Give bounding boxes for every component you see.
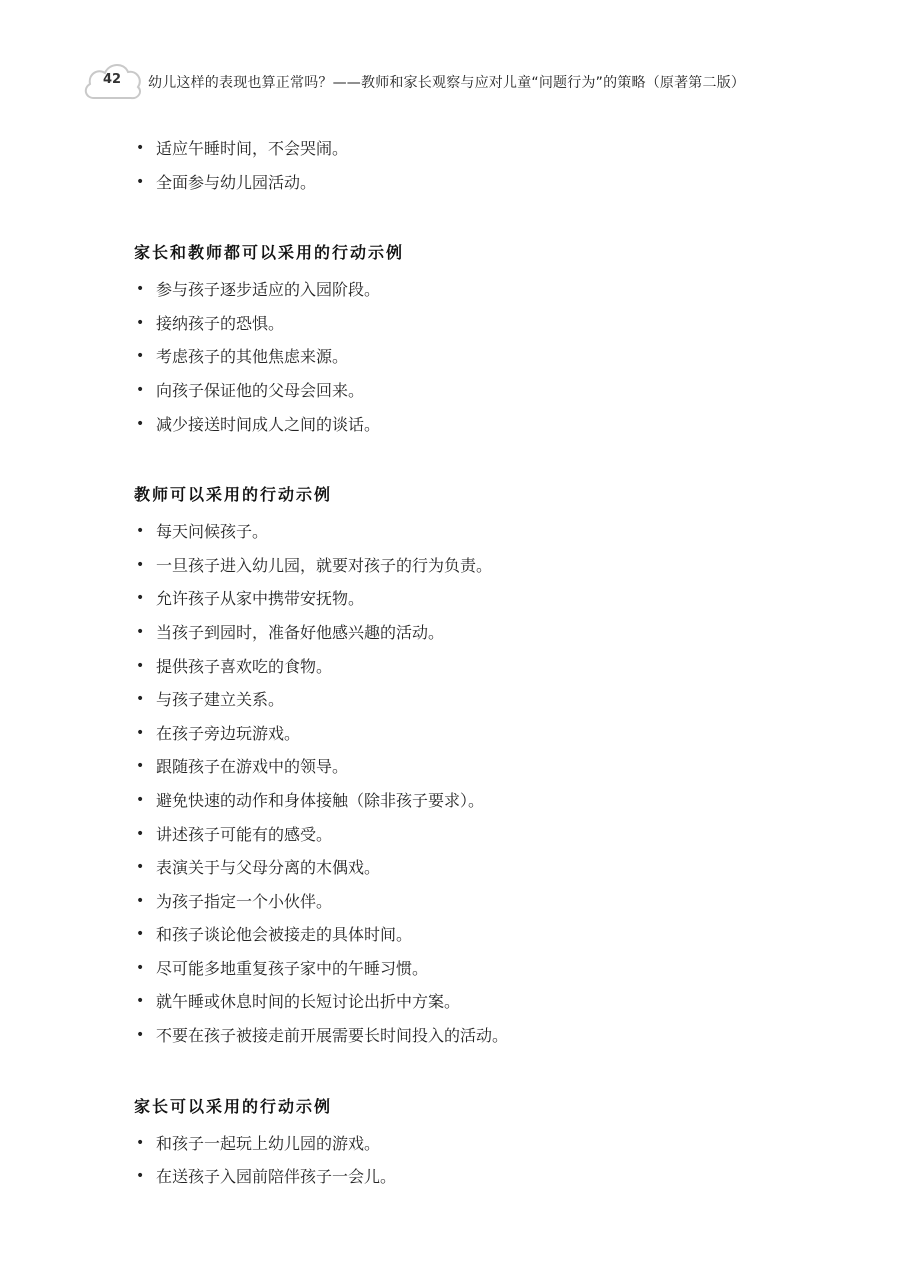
list-item-text: 和孩子谈论他会被接走的具体时间。 [156, 925, 413, 945]
page-header [82, 58, 862, 102]
list-item-text: 向孩子保证他的父母会回来。 [156, 380, 365, 400]
list-item-text: 在孩子旁边玩游戏。 [156, 723, 301, 743]
section-parents-and-teachers [134, 239, 834, 441]
list-item [134, 918, 834, 952]
bullet-icon: • [136, 173, 145, 190]
list-item [134, 408, 834, 442]
bullet-icon: • [136, 415, 145, 432]
list-item [134, 340, 834, 374]
list-item-text: 讲述孩子可能有的感受。 [156, 824, 333, 844]
bullet-icon: • [136, 140, 145, 156]
list-item [134, 851, 834, 885]
section-heading: 家长和教师都可以采用的行动示例 [134, 243, 405, 263]
list-item [134, 374, 834, 408]
list-item-text: 表演关于与父母分离的木偶戏。 [156, 858, 381, 878]
bullet-icon: • [136, 556, 145, 573]
bullet-list [134, 132, 834, 199]
list-item-text: 适应午睡时间，不会哭闹。 [156, 139, 349, 158]
list-item [134, 650, 834, 684]
bullet-list [134, 515, 834, 1053]
list-item-text: 接纳孩子的恐惧。 [156, 313, 285, 333]
bullet-list [134, 273, 834, 441]
bullet-icon: • [136, 993, 145, 1010]
list-item-text: 允许孩子从家中携带安抚物。 [156, 589, 365, 609]
bullet-icon: • [136, 825, 145, 842]
list-item-text: 提供孩子喜欢吃的食物。 [156, 656, 333, 676]
bullet-icon: • [136, 281, 145, 298]
bullet-icon: • [136, 758, 145, 775]
list-item-text: 一旦孩子进入幼儿园，就要对孩子的行为负责。 [156, 555, 493, 575]
list-item [134, 750, 834, 784]
list-item [134, 616, 834, 650]
list-item-text: 在送孩子入园前陪伴孩子一会儿。 [156, 1167, 397, 1187]
bullet-icon: • [136, 381, 145, 398]
list-item-text: 尽可能多地重复孩子家中的午睡习惯。 [156, 958, 429, 978]
list-item-text: 全面参与幼儿园活动。 [156, 172, 317, 192]
list-item [134, 307, 834, 341]
list-item [134, 515, 834, 549]
bullet-icon: • [136, 1027, 145, 1044]
list-item [134, 166, 834, 200]
bullet-icon: • [136, 590, 145, 607]
section-parents [134, 1093, 834, 1194]
list-item [134, 132, 834, 166]
list-item-text: 跟随孩子在游戏中的领导。 [156, 757, 349, 777]
section-heading: 教师可以采用的行动示例 [134, 485, 333, 505]
list-item [134, 1127, 834, 1161]
bullet-icon: • [136, 691, 145, 708]
list-item-text: 参与孩子逐步适应的入园阶段。 [156, 280, 381, 300]
list-item-text: 为孩子指定一个小伙伴。 [156, 891, 333, 911]
page-body [134, 132, 834, 1234]
section-teachers [134, 481, 834, 1053]
bullet-icon: • [136, 623, 145, 640]
list-item-text: 当孩子到园时，准备好他感兴趣的活动。 [156, 622, 445, 642]
list-item [134, 683, 834, 717]
list-item [134, 985, 834, 1019]
list-item [134, 1160, 834, 1194]
section-continued [134, 132, 834, 199]
list-item [134, 1019, 834, 1053]
list-item [134, 549, 834, 583]
bullet-icon: • [136, 1168, 145, 1185]
bullet-icon: • [136, 657, 145, 674]
bullet-icon: • [136, 859, 145, 876]
list-item [134, 784, 834, 818]
bullet-icon: • [136, 791, 145, 808]
bullet-icon: • [136, 523, 145, 540]
list-item [134, 582, 834, 616]
list-item-text: 考虑孩子的其他焦虑来源。 [156, 347, 349, 367]
bullet-icon: • [136, 926, 145, 943]
list-item-text: 避免快速的动作和身体接触（除非孩子要求）。 [156, 790, 485, 810]
list-item-text: 每天问候孩子。 [156, 522, 269, 542]
list-item [134, 952, 834, 986]
section-heading: 家长可以采用的行动示例 [134, 1096, 333, 1116]
list-item [134, 818, 834, 852]
list-item [134, 273, 834, 307]
list-item [134, 885, 834, 919]
bullet-icon: • [136, 348, 145, 365]
page-number: 42 [102, 72, 122, 87]
list-item-text: 和孩子一起玩上幼儿园的游戏。 [156, 1133, 381, 1153]
list-item-text: 与孩子建立关系。 [156, 690, 285, 710]
list-item [134, 717, 834, 751]
bullet-icon: • [136, 959, 145, 976]
list-item-text: 不要在孩子被接走前开展需要长时间投入的活动。 [156, 1026, 509, 1046]
running-title: 幼儿这样的表现也算正常吗？——教师和家长观察与应对儿童“问题行为”的策略（原著第二版） [148, 75, 746, 91]
bullet-icon: • [136, 314, 145, 331]
list-item-text: 就午睡或休息时间的长短讨论出折中方案。 [156, 992, 461, 1012]
bullet-list [134, 1127, 834, 1194]
bullet-icon: • [136, 892, 145, 909]
bullet-icon: • [136, 1134, 145, 1151]
list-item-text: 减少接送时间成人之间的谈话。 [156, 414, 381, 434]
bullet-icon: • [136, 724, 145, 741]
